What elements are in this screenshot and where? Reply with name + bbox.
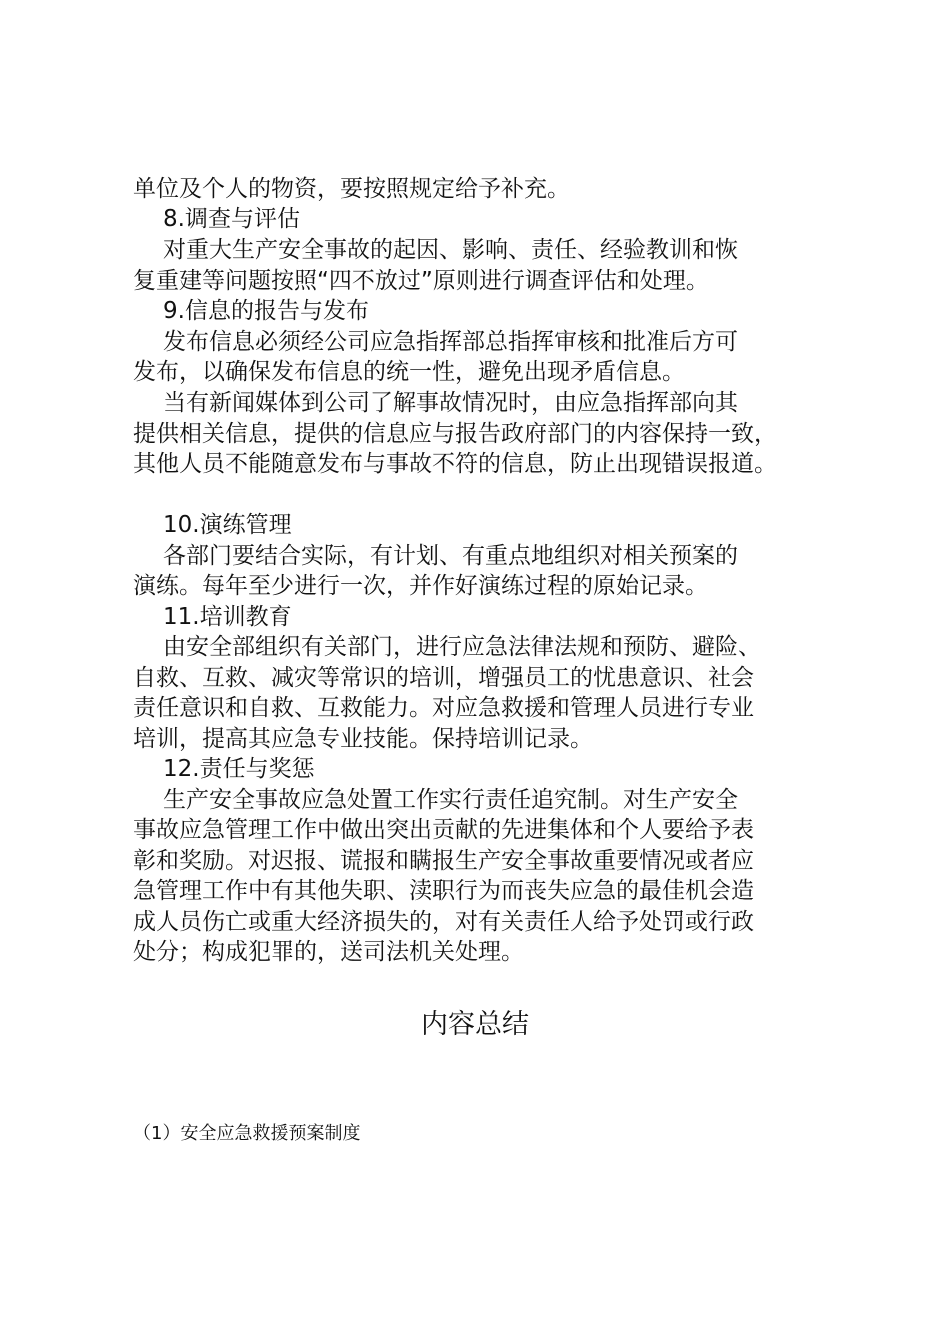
section-heading-10: 10.演练管理 — [163, 512, 292, 538]
section-heading-12: 12.责任与奖惩 — [163, 756, 315, 782]
section-heading-11: 11.培训教育 — [163, 604, 292, 630]
paragraph-line: 对重大生产安全事故的起因、影响、责任、经验教训和恢 — [163, 237, 738, 263]
paragraph-line: 成人员伤亡或重大经济损失的，对有关责任人给予处罚或行政 — [133, 909, 754, 935]
section-heading-8: 8.调查与评估 — [163, 206, 300, 232]
paragraph-line: 事故应急管理工作中做出突出贡献的先进集体和个人要给予表 — [133, 817, 754, 843]
paragraph-line: 处分；构成犯罪的，送司法机关处理。 — [133, 939, 524, 965]
paragraph-line: 培训，提高其应急专业技能。保持培训记录。 — [133, 726, 593, 752]
paragraph-line: 急管理工作中有其他失职、渎职行为而丧失应急的最佳机会造 — [133, 878, 754, 904]
summary-title: 内容总结 — [421, 1009, 529, 1040]
paragraph-line: 单位及个人的物资，要按照规定给予补充。 — [133, 176, 570, 202]
paragraph-line: 当有新闻媒体到公司了解事故情况时，由应急指挥部向其 — [163, 390, 738, 416]
paragraph-line: 其他人员不能随意发布与事故不符的信息，防止出现错误报道。 — [133, 451, 777, 477]
paragraph-line: 责任意识和自救、互救能力。对应急救援和管理人员进行专业 — [133, 695, 754, 721]
paragraph-line: 由安全部组织有关部门，进行应急法律法规和预防、避险、 — [163, 634, 761, 660]
summary-item: （1）安全应急救援预案制度 — [133, 1123, 361, 1144]
paragraph-line: 各部门要结合实际，有计划、有重点地组织对相关预案的 — [163, 543, 738, 569]
paragraph-line: 演练。每年至少进行一次，并作好演练过程的原始记录。 — [133, 573, 708, 599]
paragraph-line: 生产安全事故应急处置工作实行责任追究制。对生产安全 — [163, 787, 738, 813]
paragraph-line: 发布信息必须经公司应急指挥部总指挥审核和批准后方可 — [163, 329, 738, 355]
paragraph-line: 复重建等问题按照“四不放过”原则进行调查评估和处理。 — [133, 268, 709, 294]
paragraph-line: 彰和奖励。对迟报、谎报和瞒报生产安全事故重要情况或者应 — [133, 848, 754, 874]
paragraph-line: 发布，以确保发布信息的统一性，避免出现矛盾信息。 — [133, 359, 685, 385]
paragraph-line: 自救、互救、减灾等常识的培训，增强员工的忧患意识、社会 — [133, 665, 754, 691]
section-heading-9: 9.信息的报告与发布 — [163, 298, 369, 324]
paragraph-line: 提供相关信息，提供的信息应与报告政府部门的内容保持一致， — [133, 421, 777, 447]
